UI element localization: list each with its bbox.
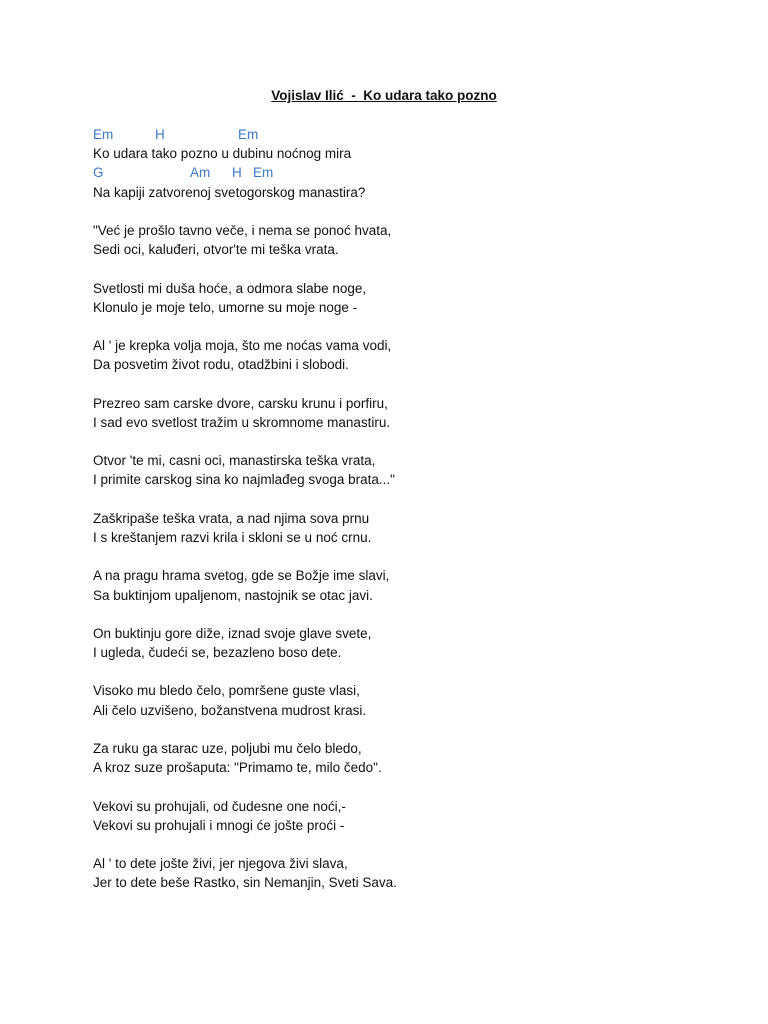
stanza bbox=[93, 394, 733, 432]
lyric-line: I s kreštanjem razvi krila i skloni se u noć crnu. bbox=[93, 529, 372, 545]
lyric-line: Al ' to dete jošte živi, jer njegova živi slava, bbox=[93, 856, 348, 872]
stanza-gap bbox=[93, 259, 733, 278]
lyric-line: Jer to dete beše Rastko, sin Nemanjin, Sveti Sava. bbox=[93, 875, 397, 891]
chord-am: Am bbox=[190, 165, 211, 181]
stanza-gap bbox=[93, 835, 733, 854]
stanza-gap bbox=[93, 662, 733, 681]
lyric-line: Svetlosti mi duša hoće, a odmora slabe noge, bbox=[93, 280, 367, 296]
lyric-line: Vekovi su prohujali, od čudesne one noći,- bbox=[93, 798, 346, 814]
lyric-line: Sa buktinjom upaljenom, nastojnik se otac javi. bbox=[93, 587, 373, 603]
chord-em: Em bbox=[93, 127, 114, 142]
stanza bbox=[93, 221, 733, 259]
song-title: Vojislav Ilić - Ko udara tako pozno bbox=[271, 88, 497, 103]
lyric-line: "Već je prošlo tavno veče, i nema se ponoć hvata, bbox=[93, 222, 392, 238]
lyric-line: Za ruku ga starac uze, poljubi mu čelo bledo, bbox=[93, 741, 362, 756]
lyric-line: A na pragu hrama svetog, gde se Božje ime slavi, bbox=[93, 568, 390, 584]
stanza-gap bbox=[93, 317, 733, 336]
chord-em: Em bbox=[238, 127, 259, 142]
stanza bbox=[93, 336, 733, 374]
stanza-gap bbox=[93, 605, 733, 624]
lyric-line: Zaškripaše teška vrata, a nad njima sova prnu bbox=[93, 510, 370, 526]
stanza-gap bbox=[93, 720, 733, 739]
song-body bbox=[93, 125, 733, 893]
stanza bbox=[93, 509, 733, 547]
lyric-line: Al ' je krepka volja moja, što me noćas vama vodi, bbox=[93, 338, 392, 354]
stanza-gap bbox=[93, 547, 733, 566]
stanza-gap bbox=[93, 777, 733, 796]
stanza-gap bbox=[93, 202, 733, 221]
stanza bbox=[93, 279, 733, 317]
stanza bbox=[93, 451, 733, 489]
lyric-line: Sedi oci, kaluđeri, otvor'te mi teška vrata. bbox=[93, 242, 339, 258]
lyric-line: I primite carskog sina ko najmlađeg svoga brata..." bbox=[93, 472, 395, 488]
lyric-line: Ali čelo uzvišeno, božanstvena mudrost krasi. bbox=[93, 702, 367, 718]
stanza-gap bbox=[93, 432, 733, 451]
stanza bbox=[93, 681, 733, 719]
chord-h: H bbox=[155, 127, 165, 142]
stanza bbox=[93, 854, 733, 892]
lyric-line: I sad evo svetlost tražim u skromnome manastiru. bbox=[93, 414, 391, 430]
chord-line-2 bbox=[93, 163, 733, 182]
lyric-line: I ugleda, čudeći se, bezazleno boso dete. bbox=[93, 645, 342, 661]
lyric-line: Visoko mu bledo čelo, pomršene guste vlasi, bbox=[93, 683, 360, 699]
stanza-list bbox=[93, 202, 733, 893]
lyric-line: Vekovi su prohujali i mnogi će jošte proći - bbox=[93, 817, 345, 833]
stanza bbox=[93, 624, 733, 662]
lyric-line-1: Ko udara tako pozno u dubinu noćnog mira bbox=[93, 146, 352, 162]
stanza bbox=[93, 566, 733, 604]
lyric-line: Klonulo je moje telo, umorne su moje noge - bbox=[93, 299, 358, 315]
stanza-gap bbox=[93, 490, 733, 509]
lyric-line: Otvor 'te mi, casni oci, manastirska teška vrata, bbox=[93, 453, 376, 469]
lyric-line-2: Na kapiji zatvorenoj svetogorskog manastira? bbox=[93, 184, 366, 200]
chord-em: Em bbox=[253, 165, 274, 181]
lyric-line: A kroz suze prošaputa: "Primamo te, milo čedo". bbox=[93, 760, 382, 776]
stanza bbox=[93, 739, 733, 777]
stanza bbox=[93, 797, 733, 835]
chord-g: G bbox=[93, 165, 104, 181]
lyric-line: Prezreo sam carske dvore, carsku krunu i porfiru, bbox=[93, 395, 388, 411]
stanza-gap bbox=[93, 374, 733, 393]
chord-h: H bbox=[232, 165, 242, 181]
chord-line-1 bbox=[93, 125, 733, 144]
lyric-line: On buktinju gore diže, iznad svoje glave svete, bbox=[93, 625, 372, 641]
lyric-line: Da posvetim život rodu, otadžbini i slobodi. bbox=[93, 357, 349, 373]
